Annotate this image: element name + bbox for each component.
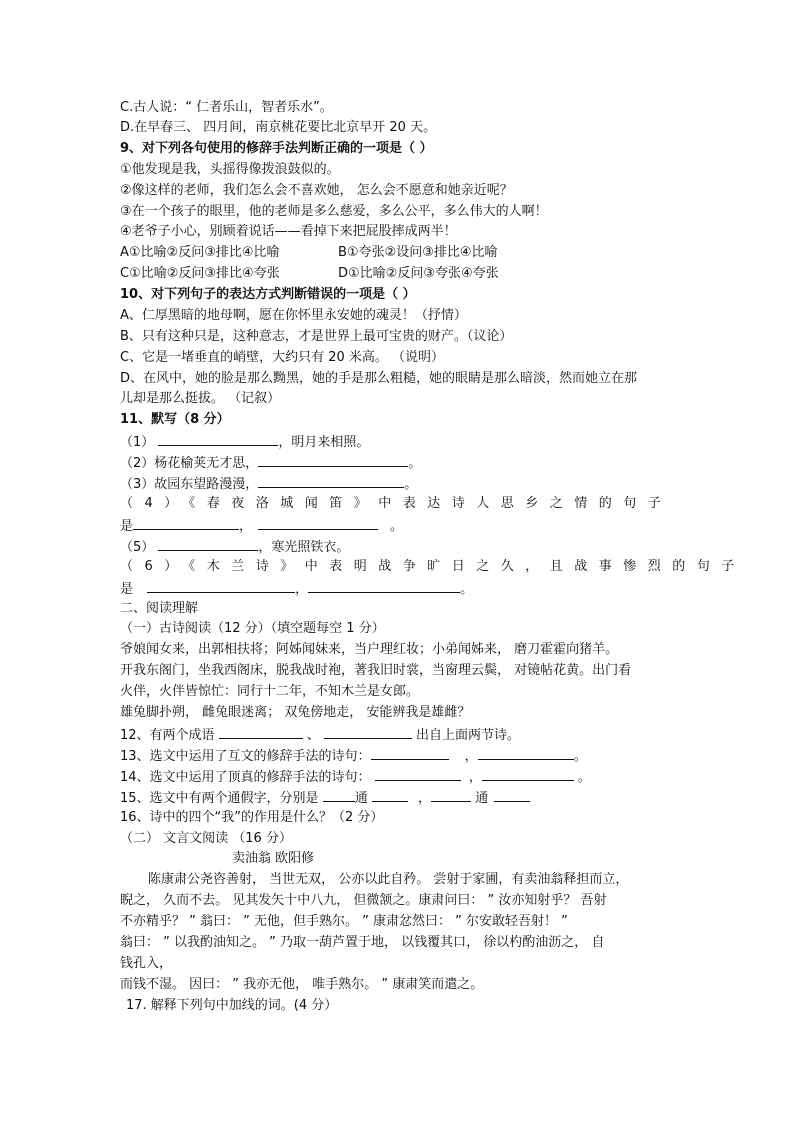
section-classical-reading: （二） 文言文阅读 （16 分） (120, 831, 292, 846)
section-reading: 二、阅读理解 (120, 601, 199, 616)
item-text: （2）杨花榆荚无才思， (120, 456, 259, 471)
question-16: 16、诗中的四个“我”的作用是什么？（2 分） (120, 810, 384, 825)
item-text: ，寒光照铁衣。 (258, 540, 350, 555)
item-text: 。 (573, 770, 591, 785)
question-9: 9、对下列各句使用的修辞手法判断正确的一项是（ ） (120, 141, 433, 156)
item-number: （5） (120, 540, 159, 555)
item-text: ， (464, 770, 482, 785)
item-text: 。 (460, 582, 474, 597)
answer-blank[interactable] (258, 473, 404, 488)
item-text: 14、选文中运用了顶真的修辞手法的诗句： (120, 770, 375, 785)
question-15 (120, 787, 680, 809)
q11-item-6-answer (120, 578, 680, 600)
q11-item-5 (120, 536, 680, 558)
q10-option-d-cont: 儿却是那么挺拔。 （记叙） (120, 391, 281, 406)
item-number: （1） (120, 435, 159, 450)
answer-blank[interactable] (158, 431, 278, 446)
section-poem-reading: （一）古诗阅读（12 分）（填空题每空 1 分） (120, 621, 385, 636)
q9-sentence-1: ①他发现是我，头摇得像拨浪鼓似的。 (120, 162, 340, 177)
item-text: 。 (390, 519, 404, 534)
item-text: ， (460, 749, 478, 764)
passage-line-6: 而钱不湿。 因曰： ” 我亦无他， 唯手熟尔。 ” 康肃笑而遣之。 (120, 977, 484, 992)
q10-option-b: B、只有这种只是，这种意志，才是世界上最可宝贵的财产。（议论） (120, 329, 513, 344)
q9-option-a: A①比喻②反问③排比④比喻 (120, 245, 280, 260)
passage-line-5: 钱孔入， (120, 956, 173, 971)
question-13 (120, 745, 680, 767)
question-10: 10、对下列句子的表达方式判断错误的一项是（ ） (120, 287, 416, 302)
item-text: 12、有两个成语 (120, 728, 219, 743)
passage-line-2: 睨之， 久而不去。 见其发矢十中八九， 但微颔之。康肃问曰： ” 汝亦知射乎？ 吾射 (120, 893, 607, 908)
q11-item-6: （6）《木兰诗》中表明战争旷日之久，且战事惨烈的句子 (120, 559, 746, 574)
answer-blank[interactable] (258, 452, 408, 467)
option-c-line: C.古人说：“ 仁者乐山，智者乐水”。 (120, 100, 333, 115)
passage-line-4: 翁曰： ” 以我酌油知之。 ” 乃取一葫芦置于地， 以钱覆其口， 徐以杓酌油沥之， 自 (120, 935, 605, 950)
q9-sentence-2: ②像这样的老师，我们怎么会不喜欢她， 怎么会不愿意和她亲近呢？ (120, 183, 513, 198)
question-17: 17. 解释下列句中加线的词。(4 分） (126, 998, 338, 1013)
answer-blank[interactable] (308, 578, 460, 593)
passage-line-1: 陈康肃公尧咨善射， 当世无双， 公亦以此自矜。 尝射于家圃，有卖油翁释担而立， (148, 872, 629, 887)
poem-line-4: 雄兔脚扑朔， 雌兔眼迷离； 双兔傍地走， 安能辨我是雄雌？ (120, 705, 471, 720)
answer-blank[interactable] (431, 787, 471, 802)
answer-blank[interactable] (494, 787, 530, 802)
q10-option-c: C、它是一堵垂直的峭壁，大约只有 20 米高。 （说明） (120, 350, 445, 365)
option-d-line: D.在早春三、 四月间，南京桃花要比北京早开 20 天。 (120, 120, 437, 135)
item-text: ，明月来相照。 (278, 435, 370, 450)
q11-item-2 (120, 452, 680, 474)
answer-blank[interactable] (133, 515, 239, 530)
answer-blank[interactable] (158, 536, 258, 551)
item-text: ， (295, 582, 309, 597)
poem-line-3: 火伴，火伴皆惊忙：同行十二年，不知木兰是女郎。 (120, 684, 420, 699)
answer-blank[interactable] (372, 787, 408, 802)
item-text: 。 (408, 456, 422, 471)
q9-sentence-4: ④老爷子小心，别顾着说话——看掉下来把屁股摔成两半！ (120, 224, 457, 239)
item-text: 是 (120, 582, 138, 597)
item-text: ， (413, 791, 431, 806)
answer-blank[interactable] (258, 515, 378, 530)
q11-item-4: （4）《春夜洛城闻笛》中表达诗人思乡之情的句子 (120, 496, 673, 511)
q9-sentence-3: ③在一个孩子的眼里，他的老师是多么慈爱，多么公平，多么伟大的人啊！ (120, 204, 548, 219)
item-text: 、 (302, 728, 320, 743)
answer-blank[interactable] (324, 724, 412, 739)
answer-blank[interactable] (219, 724, 303, 739)
item-text: 。 (404, 477, 418, 492)
q9-option-b: B①夸张②设问③排比④比喻 (338, 245, 498, 260)
item-text: （3）故园东望路漫漫， (120, 477, 259, 492)
item-text: 通 (354, 791, 372, 806)
answer-blank[interactable] (478, 745, 574, 760)
question-12 (120, 724, 680, 746)
q10-option-d: D、在风中，她的脸是那么黝黑，她的手是那么粗糙，她的眼睛是那么暗淡，然而她立在那 (120, 371, 638, 386)
poem-line-2: 开我东阁门，坐我西阁床，脱我战时袍，著我旧时裳，当窗理云鬓， 对镜帖花黄。出门看 (120, 663, 632, 678)
question-11: 11、默写（8 分） (120, 412, 230, 427)
answer-blank[interactable] (482, 766, 574, 781)
item-text: 15、选文中有两个通假字，分别是 (120, 791, 323, 806)
q9-options-cd (120, 264, 680, 284)
answer-blank[interactable] (323, 787, 355, 802)
question-14 (120, 766, 680, 788)
answer-blank[interactable] (375, 766, 461, 781)
passage-title: 卖油翁 欧阳修 (232, 851, 315, 866)
answer-blank[interactable] (371, 745, 449, 760)
item-text: ， (239, 519, 253, 534)
q9-options-ab (120, 243, 680, 263)
item-text: 13、选文中运用了互文的修辞手法的诗句： (120, 749, 371, 764)
q11-item-4-answer (120, 515, 680, 537)
q10-option-a: A、仁厚黑暗的地母啊，愿在你怀里永安她的魂灵！（抒情） (120, 308, 467, 323)
poem-line-1: 爷娘闻女来，出郭相扶将；阿姊闻妹来，当户理红妆；小弟闻姊来， 磨刀霍霍向猪羊。 (120, 642, 619, 657)
q11-item-1 (120, 431, 680, 453)
item-text: 出自上面两节诗。 (411, 728, 520, 743)
q9-option-c: C①比喻②反问③排比④夸张 (120, 266, 280, 281)
q11-item-3 (120, 473, 680, 495)
item-text: 通 (470, 791, 493, 806)
q9-option-d: D①比喻②反问③夸张④夸张 (338, 266, 499, 281)
item-text: 是 (120, 519, 134, 534)
passage-line-3: 不亦精乎？ ” 翁曰： ” 无他，但手熟尔。 ” 康肃忿然曰： ” 尔安敢轻吾射！ ” (120, 914, 568, 929)
item-text: 。 (573, 749, 587, 764)
answer-blank[interactable] (147, 578, 295, 593)
